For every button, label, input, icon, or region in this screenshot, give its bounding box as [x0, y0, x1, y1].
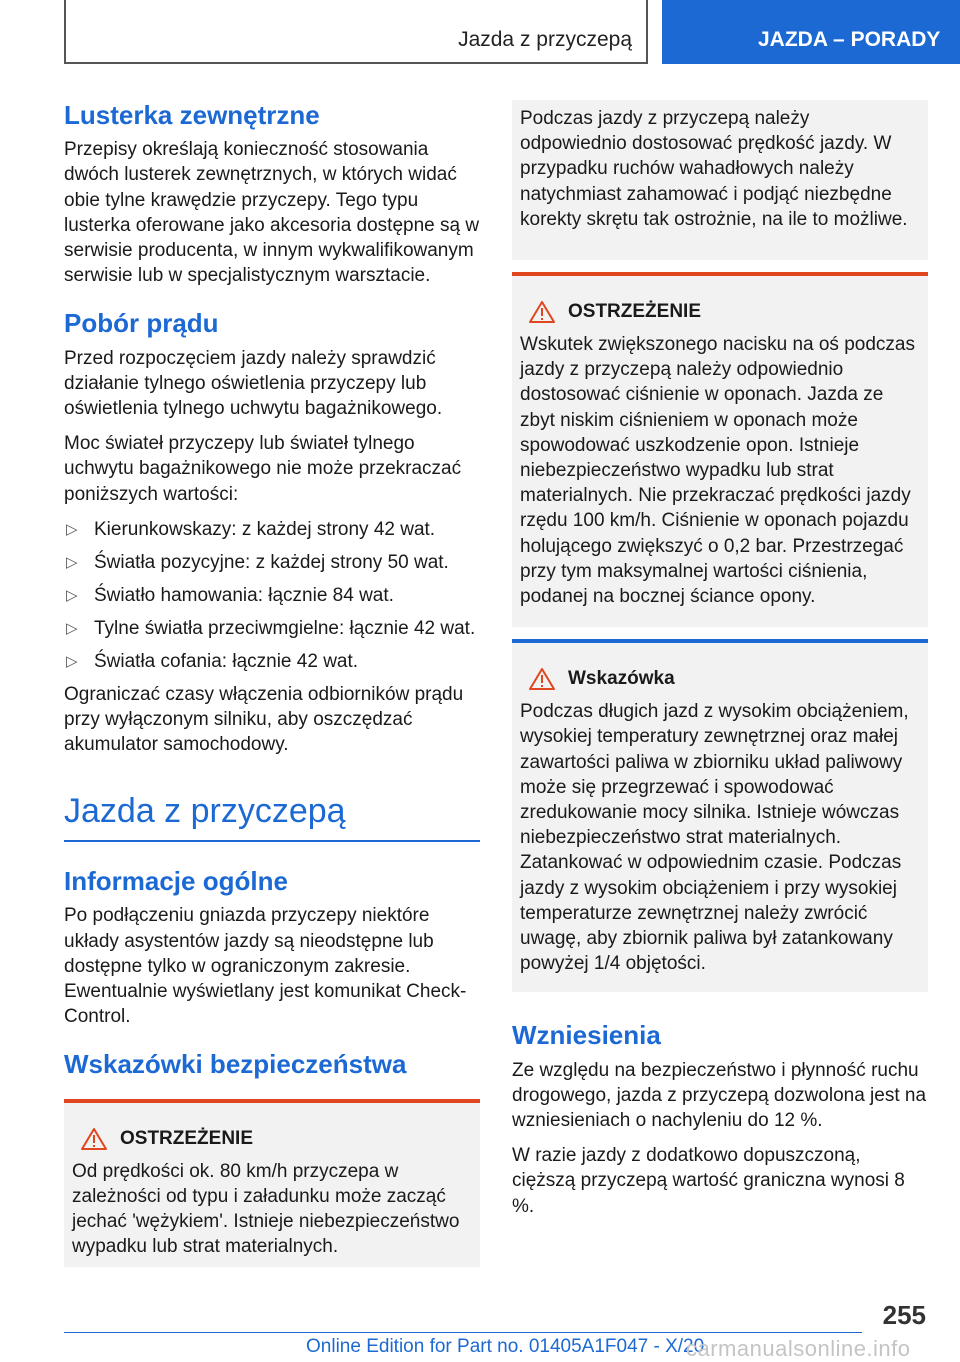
- mirrors-text: Przepisy określają konieczność stosowania dwóch lusterek zewnętrznych, w których widać obie tylne krawędzie przyczepy. Tego typu lusterka oferowane jako akcesoria dostępne są w serwisie producenta, w innym wykwalifikowanym serwisie lub w specjalistycznym warsztacie.: [64, 139, 480, 287]
- triangle-bullet-icon: ▷: [66, 652, 78, 670]
- tire-warning-box: [512, 272, 928, 627]
- warning-triangle-icon: [528, 300, 556, 324]
- warning-triangle-icon: [80, 1127, 108, 1151]
- mirrors-heading: Lusterka zewnętrzne: [64, 100, 320, 130]
- list-item: ▷ Tylne światła przeciwmgielne: łącznie 42 wat.: [66, 617, 476, 639]
- safety-heading: Wskazówki bezpieczeństwa: [64, 1049, 407, 1080]
- hint-title-row: [520, 667, 920, 691]
- power-limits-list: [64, 517, 480, 674]
- triangle-bullet-icon: ▷: [66, 586, 78, 604]
- hint-title: Wskazówka: [568, 668, 675, 690]
- slopes-heading: Wzniesienia: [512, 1020, 661, 1051]
- edition-text: Online Edition for Part no. 01405A1F047 - X/20: [306, 1336, 705, 1357]
- hint-box: [512, 639, 928, 992]
- footer-divider: [64, 1332, 862, 1333]
- left-column: [64, 100, 480, 1279]
- general-text: Po podłączeniu gniazda przyczepy niektóre układy asystentów jazdy są nieodstępne lub dostępne tylko w ograniczonym zakresie. Ewentualnie wyświetlany jest komunikat Check-Control.: [64, 905, 467, 1028]
- general-heading: Informacje ogólne: [64, 866, 288, 897]
- right-column: [512, 100, 928, 1229]
- hint-text: Podczas długich jazd z wysokim obciążeniem, wysokiej temperatury zewnętrznej oraz małej zawartości paliwa w zbiorniku układ paliwowy może się przegrzewać i spowodować zredukowanie mocy silnika. Istnieje wówczas niebezpieczeństwo strat materialnych. Zatankować w odpowiednim czasie. Podczas jazdy z wysokim obciążeniem i przy wysokiej temperaturze zewnętrznej należy zwrócić uwagę, aby zbiornik paliwa był zatankowany powyżej 1/4 objętości.: [520, 701, 909, 975]
- warning-triangle-icon: [528, 667, 556, 691]
- watermark: carmanualsonline.info: [686, 1336, 911, 1361]
- power-heading: Pobór prądu: [64, 308, 219, 339]
- slopes-paragraph-2: W razie jazdy z dodatkowo dopuszczoną, cięższą przyczepą wartość graniczna wynosi 8 %.: [512, 1145, 905, 1217]
- header-chapter-tab: JAZDA – PORADY: [662, 0, 960, 64]
- warning-title-row: [72, 1127, 472, 1151]
- continued-text: Podczas jazdy z przyczepą należy odpowiednio dostosować prędkość jazdy. W przypadku ruchów wahadłowych należy natychmiast zahamować i podjąć niezbędne korekty skrętu tak ostrożnie, na ile to możliwe.: [520, 108, 908, 230]
- power-paragraph-1: Przed rozpoczęciem jazdy należy sprawdzić działanie tylnego oświetlenia przyczepy lub oświetlenia tylnego uchwytu bagażnikowego.: [64, 347, 443, 419]
- list-item: ▷ Światła cofania: łącznie 42 wat.: [66, 650, 359, 672]
- warning-text: Od prędkości ok. 80 km/h przyczepa w zależności od typu i załadunku może zacząć jechać 'wężykiem'. Istnieje niebezpieczeństwo wypadku lub strat materialnych.: [72, 1160, 460, 1258]
- slopes-paragraph-1: Ze względu na bezpieczeństwo i płynność ruchu drogowego, jazda z przyczepą dozwolona jest na wzniesieniach o nachyleniu do 12 %.: [512, 1059, 927, 1132]
- continued-text-box: [512, 100, 928, 260]
- header-frame: [64, 0, 648, 64]
- power-paragraph-2: Moc świateł przyczepy lub świateł tylnego uchwytu bagażnikowego nie może przekraczać poniższych wartości:: [64, 433, 462, 505]
- triangle-bullet-icon: ▷: [66, 619, 78, 637]
- warning-title: OSTRZEŻENIE: [120, 1127, 254, 1149]
- page-number: 255: [882, 1300, 926, 1330]
- header-section-title: Jazda z przyczepą: [458, 28, 632, 51]
- power-paragraph-3: Ograniczać czasy włączenia odbiorników prądu przy wyłączonym silniku, aby oszczędzać akumulator samochodowy.: [64, 683, 464, 756]
- warning-title-row: [520, 300, 920, 324]
- chapter-title: Jazda z przyczepą: [64, 791, 480, 842]
- warning-text: Wskutek zwiększonego nacisku na oś podczas jazdy z przyczepą należy odpowiednio dostosować ciśnienie w oponach. Jazda ze zbyt niskim ciśnieniem w oponach może spowodować uszkodzenie opon. Istnieje niebezpieczeństwo wypadku lub strat materialnych. Nie przekraczać prędkości jazdy rzędu 100 km/h. Ciśnienie w oponach pojazdu holującego zwiększyć o 0,2 bar. Przestrzegać przy tym maksymalnej wartości ciśnienia, podanej na bocznej ściance opony.: [520, 334, 915, 608]
- list-item: ▷ Światła pozycyjne: z każdej strony 50 wat.: [66, 551, 449, 573]
- triangle-bullet-icon: ▷: [66, 553, 78, 571]
- safety-warning-box: [64, 1099, 480, 1268]
- list-item: ▷ Kierunkowskazy: z każdej strony 42 wat.: [66, 518, 436, 540]
- warning-title: OSTRZEŻENIE: [568, 301, 702, 323]
- list-item: ▷ Światło hamowania: łącznie 84 wat.: [66, 584, 394, 606]
- triangle-bullet-icon: ▷: [66, 520, 78, 538]
